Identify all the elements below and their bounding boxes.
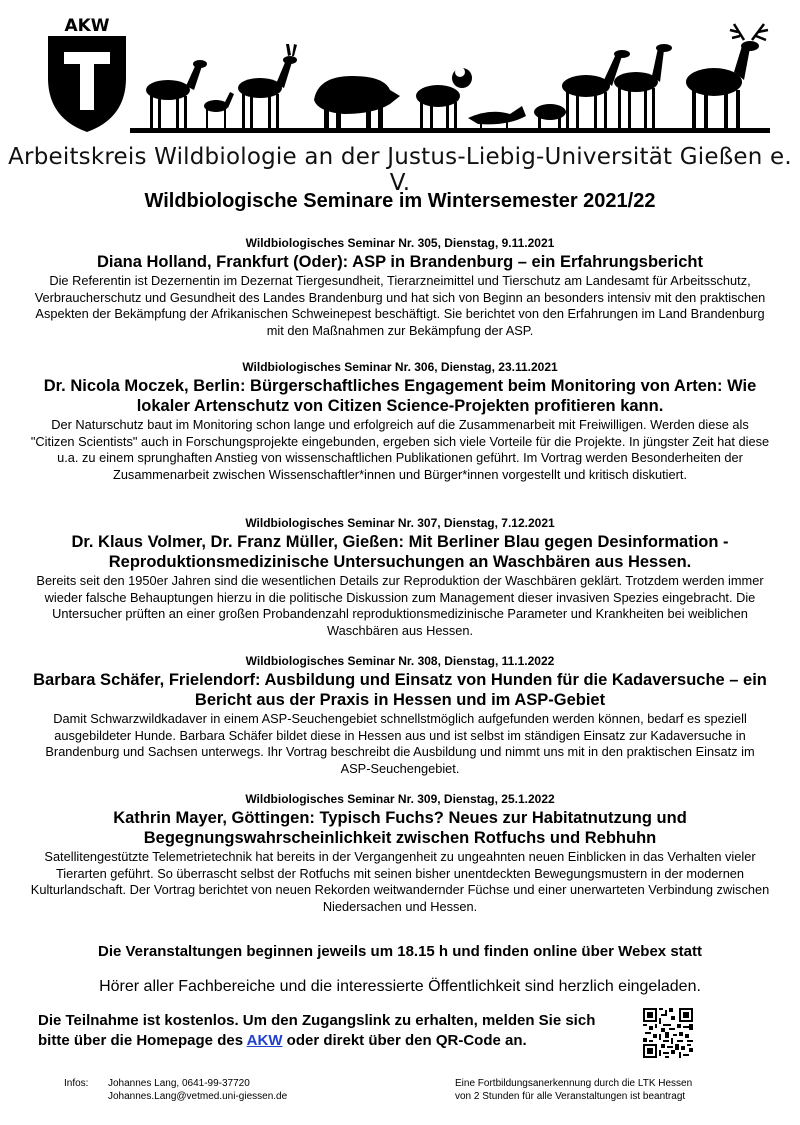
schedule-notice: Die Veranstaltungen beginnen jeweils um 18.15 h und finden online über Webex statt (97, 943, 702, 960)
seminar-meta: Wildbiologisches Seminar Nr. 307, Dienstag, 7.12.2021 (245, 516, 555, 530)
wildlife-silhouettes-icon (138, 20, 778, 132)
header (0, 0, 800, 196)
seminar-307 (30, 516, 770, 639)
header-rule (130, 128, 770, 133)
seminar-308 (30, 654, 770, 777)
seminar-meta: Wildbiologisches Seminar Nr. 305, Dienstag, 9.11.2021 (245, 236, 555, 250)
seminar-description: Satellitengestützte Telemetrietechnik hat bereits in der Vergangenheit zu ungeahnten neuen Einblicken in das Verhalten vieler Tierarten geführt. So überrascht selbst der Rotfuchs mit seinen bisher unentdeckten Bewegungsmustern in der modernen Kulturlandschaft. Der Vortrag berichtet von neuen Rekorden weitwandernder Füchse und einer unerwarteten Verbindung zwischen Niedersachen und Hessen. (30, 849, 770, 914)
seminar-305 (30, 236, 770, 339)
seminar-title: Diana Holland, Frankfurt (Oder): ASP in Brandenburg – ein Erfahrungsbericht (97, 253, 703, 271)
seminar-309 (30, 792, 770, 915)
organization-name: Arbeitskreis Wildbiologie an der Justus-Liebig-Universität Gießen e. V. (8, 144, 792, 196)
seminar-306 (30, 360, 770, 483)
seminar-title: Dr. Klaus Volmer, Dr. Franz Müller, Gießen: Mit Berliner Blau gegen Desinformation - Reproduktionsmedizinische Untersuchungen an Waschbären aus Hessen. (71, 533, 729, 571)
seminar-description: Der Naturschutz baut im Monitoring schon lange und erfolgreich auf die Zusammenarbeit mit Freiwilligen. Werden diese als "Citizen Scientists" auch in Forschungsprojekte eingebunden, ergeben sich viele Vorteile für die Projekte. In jüngster Zeit hat diese u.a. zu einem sprunghaften Anstieg von wissenschaftlichen Publikationen geführt. Im Vortrag werden Besonderheiten der Zusammenarbeit zwischen Wissenschaftler*innen und Bürger*innen vorgestellt und kritisch diskutiert. (30, 417, 770, 482)
contact-email: Johannes.Lang@vetmed.uni-giessen.de (108, 1091, 288, 1102)
info-label: Infos: (64, 1078, 89, 1089)
seminar-title: Dr. Nicola Moczek, Berlin: Bürgerschaftliches Engagement beim Monitoring von Arten: Wie lokaler Artenschutz von Citizen Science-Projekten profitieren kann. (43, 377, 757, 415)
registration-notice (38, 1011, 628, 1051)
akw-homepage-link[interactable]: AKW (246, 1032, 283, 1049)
seminar-meta: Wildbiologisches Seminar Nr. 308, Dienstag, 11.1.2022 (245, 654, 555, 668)
certification-line-2: von 2 Stunden für alle Veranstaltungen ist beantragt (455, 1091, 686, 1102)
contact-info (64, 1077, 287, 1103)
seminar-description: Bereits seit den 1950er Jahren sind die wesentlichen Details zur Reproduktion der Waschbären geklärt. Trotzdem werden immer wieder falsche Behauptungen hierzu in die politische Diskussion zum Management dieser invasiven Spezies eingebracht. Die Untersucher prüften an einer großen Probandenzahl reproduktionsmedizinische Parameter und Krankheiten bei weiblichen Waschbären aus Hessen. (36, 573, 764, 638)
seminar-description: Damit Schwarzwildkadaver in einem ASP-Seuchengebiet schnellstmöglich aufgefunden werden können, bedarf es speziell ausgebildeter Hunde. Barbara Schäfer bildet diese in Hessen aus und ist selbst im ständigen Einsatz zur Kadaversuche in Brandenburg und Sachsen unterwegs. Ihr Vortrag beschreibt die Ausbildung und nimmt uns mit in den praktischen Einsatz im ASP-Seuchengebiet. (45, 711, 755, 776)
seminar-meta: Wildbiologisches Seminar Nr. 306, Dienstag, 23.11.2021 (242, 360, 558, 374)
seminar-title: Kathrin Mayer, Göttingen: Typisch Fuchs? Neues zur Habitatnutzung und Begegnungswahrscheinlichkeit zwischen Rotfuchs und Rebhuhn (113, 809, 687, 847)
seminar-description: Die Referentin ist Dezernentin im Dezernat Tiergesundheit, Tierarzneimittel und Tierschutz am Landesamt für Arbeitsschutz, Verbraucherschutz und Gesundheit des Landes Brandenburg und hat sich von Beginn an besonders intensiv mit den praktischen Aspekten der Bekämpfung der Afrikanischen Schweinepest beschäftigt. Sie berichtet von den Erfahrungen im Land Brandenburg mit den Maßnahmen zur Bekämpfung der ASP. (34, 273, 766, 338)
seminar-meta: Wildbiologisches Seminar Nr. 309, Dienstag, 25.1.2022 (245, 792, 555, 806)
qr-code-icon[interactable] (643, 1008, 693, 1058)
audience-notice: Hörer aller Fachbereiche und die interessierte Öffentlichkeit sind herzlich eingeladen. (99, 978, 701, 995)
registration-text-after: oder direkt über den QR-Code an. (282, 1032, 527, 1049)
seminar-title: Barbara Schäfer, Frielendorf: Ausbildung und Einsatz von Hunden für die Kadaversuche – ein Bericht aus der Praxis in Hessen und im ASP-Gebiet (33, 671, 767, 709)
akw-shield-logo (44, 14, 130, 134)
certification-note (455, 1077, 692, 1103)
certification-line-1: Eine Fortbildungsanerkennung durch die LTK Hessen (455, 1078, 693, 1089)
registration-text-before: Die Teilnahme ist kostenlos. Um den Zugangslink zu erhalten, melden Sie sich bitte über die Homepage des (38, 1012, 596, 1049)
logo-text: AKW (64, 16, 110, 36)
page-title: Wildbiologische Seminare im Wintersemester 2021/22 (144, 190, 656, 212)
contact-name-phone: Johannes Lang, 0641-99-37720 (108, 1078, 250, 1089)
